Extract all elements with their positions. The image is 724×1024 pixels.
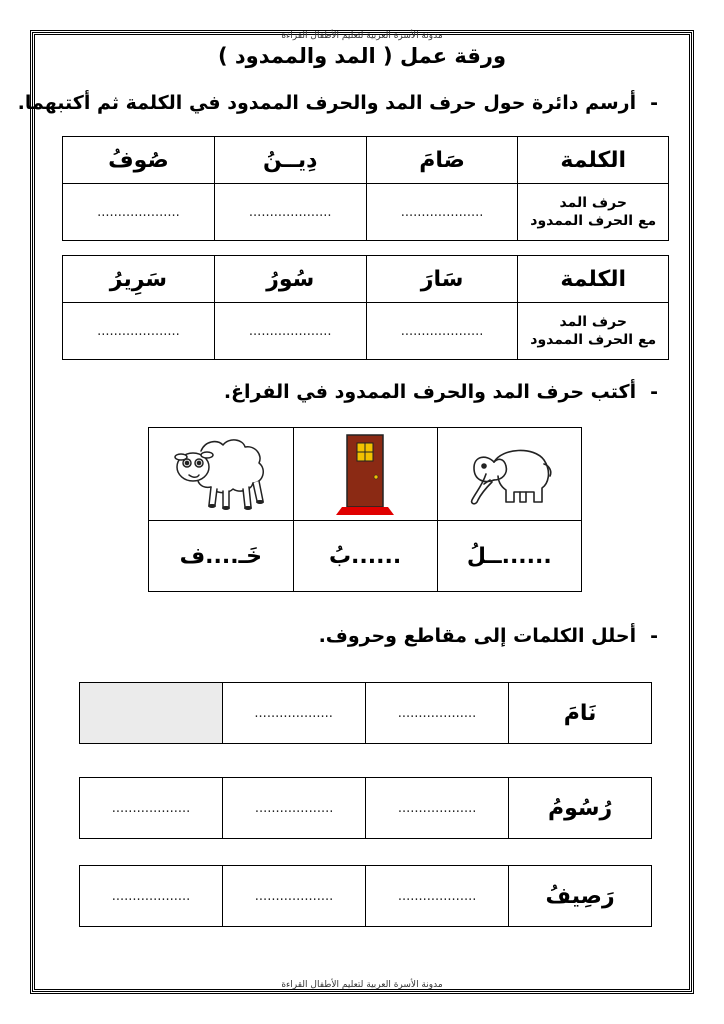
word-cell: سَارَ [366,256,518,303]
table-row [63,184,669,241]
segment-blank-shaded [80,683,223,744]
instruction-2-text: أكتب حرف المد والحرف الممدود في الفراغ. [223,381,637,403]
word-cell: صُوفُ [63,137,215,184]
row-label-line1: حرف المد [559,195,627,211]
segment-blank[interactable]: ................... [366,866,509,927]
fill-blank-word[interactable]: خَـ....ف [149,521,294,592]
table-row [63,303,669,360]
answer-blank[interactable]: .................... [63,303,215,360]
segment-blank[interactable]: ................... [223,866,366,927]
answer-blank[interactable]: .................... [214,303,366,360]
sheep-icon [171,431,271,517]
instruction-1 [18,92,658,114]
watermark-top: مدونة الأسرة العربية لتعليم الأطفال القراءة [281,31,443,41]
row-label-line2: مع الحرف الممدود [530,332,657,348]
answer-blank[interactable]: .................... [214,184,366,241]
segment-word: نَامَ [509,683,652,744]
word-cell: صَامَ [366,137,518,184]
page-title: ورقة عمل ( المد والممدود ) [217,44,507,68]
fill-blank-word[interactable]: ......ــلُ [437,521,581,592]
answer-blank[interactable]: .................... [366,303,518,360]
table-row [63,137,669,184]
table-header-word: الكلمة [518,137,669,184]
instruction-1-text: أرسم دائرة حول حرف المد والحرف الممدود في الكلمة ثم أكتبهما. [17,92,637,114]
row-label [518,303,669,360]
table-header-word: الكلمة [518,256,669,303]
segment-blank[interactable]: ................... [365,683,508,744]
segment-blank[interactable]: ................... [223,778,366,839]
table-row [80,683,652,744]
answer-blank[interactable]: .................... [366,184,518,241]
segment-table-2 [79,777,652,839]
instruction-3-dash: - [650,625,658,647]
picture-cell-sheep [149,428,294,521]
row-label [518,184,669,241]
row-label-line2: مع الحرف الممدود [530,213,657,229]
segment-word: رُسُومُ [509,778,652,839]
row-label-line1: حرف المد [559,314,627,330]
instruction-1-dash: - [650,92,658,114]
table-row [149,521,582,592]
table-row [63,256,669,303]
elephant-icon [464,434,554,514]
fill-blank-word[interactable]: ......بُ [293,521,437,592]
door-icon [330,431,400,517]
segment-table-1 [79,682,652,744]
segment-word: رَصِيفُ [509,866,652,927]
word-table-1 [62,136,669,241]
answer-blank[interactable]: .................... [63,184,215,241]
instruction-2-dash: - [650,381,658,403]
word-cell: دِيــنُ [214,137,366,184]
picture-cell-door [293,428,437,521]
segment-blank[interactable]: ................... [366,778,509,839]
segment-blank[interactable]: ................... [80,778,223,839]
word-table-2 [62,255,669,360]
word-cell: سُورُ [214,256,366,303]
watermark-bottom: مدونة الأسرة العربية لتعليم الأطفال القراءة [281,980,443,990]
table-row [80,778,652,839]
instruction-3 [319,625,658,647]
picture-cell-elephant [437,428,581,521]
segment-blank[interactable]: ................... [80,866,223,927]
instruction-3-text: أحلل الكلمات إلى مقاطع وحروف. [318,625,637,647]
table-row [80,866,652,927]
table-row [149,428,582,521]
segment-table-3 [79,865,652,927]
picture-table [148,427,582,592]
instruction-2 [224,381,658,403]
word-cell: سَرِيرُ [63,256,215,303]
segment-blank[interactable]: ................... [222,683,365,744]
